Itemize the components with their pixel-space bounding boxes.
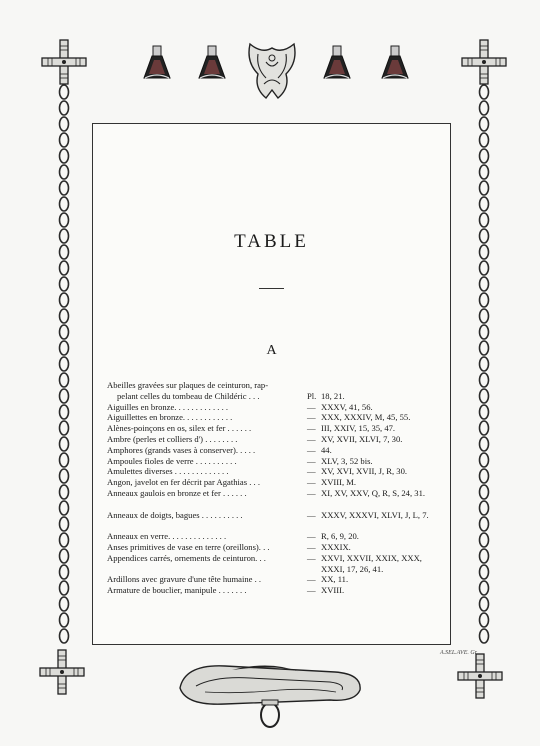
- entry-text: Ambre (perles et colliers d') . . . . . . . .: [107, 433, 238, 444]
- entry-plate-marker: —: [307, 412, 316, 423]
- entry-plate-marker: —: [307, 444, 316, 455]
- entry-plate-refs: 44.: [321, 444, 332, 455]
- entry-plate-marker: —: [307, 574, 316, 585]
- entry-plate-marker: —: [307, 531, 316, 542]
- entry-text: Appendices carrés, ornements de ceinturon. . .: [107, 552, 266, 563]
- left-chain: [40, 40, 86, 694]
- index-entry: [107, 531, 442, 542]
- index-entry: [107, 542, 442, 553]
- entry-plate-refs: XV, XVI, XVII, J, R, 30.: [321, 466, 408, 477]
- entry-plate-marker: —: [307, 552, 316, 563]
- entry-text: Anneaux de doigts, bagues . . . . . . . . . .: [107, 509, 243, 520]
- index-entries: [107, 380, 442, 596]
- index-entry: [107, 434, 442, 445]
- entry-plate-refs: XVIII.: [321, 585, 345, 596]
- right-chain: [458, 40, 506, 698]
- entry-plate-refs: XV, XVII, XLVI, 7, 30.: [321, 433, 403, 444]
- entry-plate-refs: XLV, 3, 52 bis.: [321, 455, 373, 466]
- page-title: TABLE: [234, 231, 309, 252]
- engraver-signature: A.SEL.AVE. Gr.: [440, 650, 478, 656]
- entry-plate-refs: XXXV, XXXVI, XLVI, J, L, 7.: [321, 509, 429, 520]
- index-entry: [107, 466, 442, 477]
- entry-plate-marker: —: [307, 466, 316, 477]
- table-panel: [92, 123, 451, 645]
- entry-plate-refs: XVIII, M.: [321, 477, 357, 488]
- entry-plate-marker: —: [307, 433, 316, 444]
- entry-plate-refs: XI, XV, XXV, Q, R, S, 24, 31.: [321, 487, 426, 498]
- entry-text: Abeilles gravées sur plaques de ceinturon, rap-: [107, 380, 269, 390]
- index-entry: [107, 445, 442, 456]
- index-entry: [107, 423, 442, 434]
- entry-plate-refs: 18, 21.: [321, 390, 345, 401]
- index-entry: [107, 574, 442, 585]
- fibula-ornament: [249, 44, 295, 98]
- entry-text: Amphores (grands vases à conserver). . . . .: [107, 444, 256, 455]
- entry-text: Amulettes diverses . . . . . . . . . . . . .: [107, 466, 229, 477]
- entry-text: Ampoules fioles de verre . . . . . . . . . .: [107, 455, 237, 466]
- entry-plate-marker: —: [307, 541, 316, 552]
- entry-text: Ardillons avec gravure d'une tête humaine . .: [107, 574, 262, 585]
- entry-plate-marker: —: [307, 509, 316, 520]
- entry-text: Angon, javelot en fer décrit par Agathias . . .: [107, 477, 260, 488]
- entry-plate-refs: XXVI, XXVII, XXIX, XXX, XXXI, 17, 26, 41.: [321, 552, 422, 574]
- entry-text: Anneaux gaulois en bronze et fer . . . . . .: [107, 487, 247, 498]
- entry-plate-marker: Pl.: [307, 390, 317, 401]
- index-entry: [107, 412, 442, 423]
- section-letter: A: [266, 343, 277, 358]
- entry-plate-refs: XXX, XXXIV, M, 45, 55.: [321, 412, 411, 423]
- entry-text: Armature de bouclier, manipule . . . . . . .: [107, 585, 247, 596]
- entry-text: Alènes-poinçons en os, silex et fer . . . . . .: [107, 423, 252, 434]
- entry-plate-refs: XX, 11.: [321, 574, 349, 585]
- index-entry: [107, 553, 442, 575]
- index-entry: [107, 456, 442, 467]
- entry-plate-marker: —: [307, 423, 316, 434]
- index-entry: [107, 585, 442, 596]
- entry-text: Anneaux en verre. . . . . . . . . . . . . .: [107, 531, 227, 542]
- index-entry: [107, 488, 442, 510]
- index-entry: [107, 477, 442, 488]
- index-entry: [107, 380, 442, 402]
- entry-plate-refs: R, 6, 9, 20.: [321, 531, 359, 542]
- entry-plate-refs: III, XXIV, 15, 35, 47.: [321, 423, 396, 434]
- title-divider: [259, 288, 284, 289]
- entry-plate-marker: —: [307, 585, 316, 596]
- entry-plate-marker: —: [307, 401, 316, 412]
- entry-plate-marker: —: [307, 487, 316, 498]
- top-ornaments: [144, 44, 408, 98]
- entry-text: pelant celles du tombeau de Childéric . . .: [117, 390, 260, 401]
- entry-plate-refs: XXXV, 41, 56.: [321, 401, 373, 412]
- bottom-buckle-ornament: [180, 665, 360, 727]
- entry-plate-marker: —: [307, 455, 316, 466]
- index-entry: [107, 510, 442, 532]
- entry-text: Anses primitives de vase en terre (oreillons). . .: [107, 541, 270, 552]
- entry-text: Aiguilles en bronze. . . . . . . . . . . . .: [107, 401, 229, 412]
- index-entry: [107, 402, 442, 413]
- entry-plate-marker: —: [307, 477, 316, 488]
- entry-text: Aiguillettes en bronze. . . . . . . . . . . .: [107, 412, 233, 423]
- entry-plate-refs: XXXIX.: [321, 541, 351, 552]
